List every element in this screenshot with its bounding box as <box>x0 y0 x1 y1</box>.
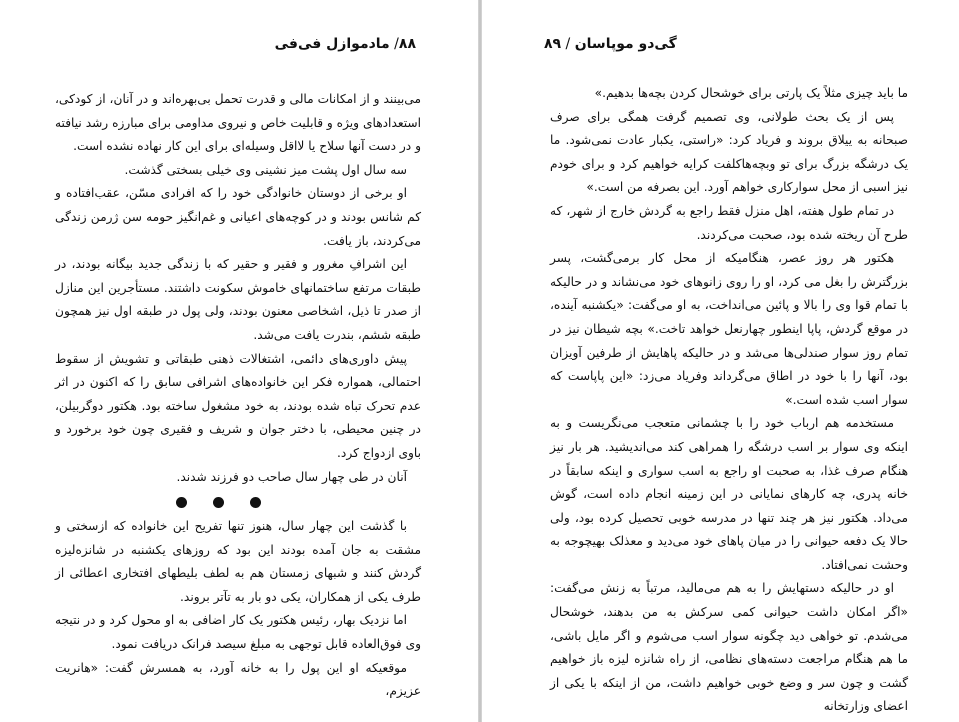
left-page-number: ۸۸ <box>398 36 416 52</box>
right-page-number: ۸۹ <box>544 36 562 52</box>
paragraph: پیش داوری‌های دائمی، اشتغالات ذهنی طبقاتی و تشویش از سقوط احتمالی، همواره فکر این خانواده‌های اشرافی سابق را که اکنون در اثر عدم تحرک تباه شده بودند، به خود مشغول ساخته بود. هکتور دوگربیلن، در چنین محیطی، با دختر جوان و شریف و فقیری چون خود برخورد و باوی ازدواج کرد. <box>55 351 421 460</box>
left-running-title: مادموازل فی‌فی <box>274 36 390 52</box>
paragraph: او در حالیکه دستهایش را به هم می‌مالید، مرتباً به زنش می‌گفت: «اگر امکان داشت حیوانی کمی سرکش به من بدهند، خوشحال می‌شدم. تو خواهی دید چگونه سوار اسب می‌شوم و اگر مایل باشی، ما هم هنگام مراجعت دسته‌های نظامی، از راه شانزه لیزه باز خواهیم گشت و چون سر و وضع خوبی خواهیم داشت، من از اینکه با یکی از اعضای وزارتخانه <box>550 581 908 714</box>
section-break-dots <box>55 489 381 515</box>
paragraph: مستخدمه هم ارباب خود را با چشمانی متعجب می‌نگریست و به اینکه وی سوار بر اسب درشگه را همراهی کند می‌اندیشید. هر بار نیز هنگام صرف غذا، به صحبت او راجع به اسب سواری و اینکه سابقاً در خانه پدری، چه کارهای نمایانی در این زمینه انجام داده است، گوش می‌داد. هکتور نیز هر چند تنها در مدرسه خوبی تحصیل کرده بود، ولی حالا یک دفعه حیوانی را در میان پاهای خود می‌دید و معذلک بهیچوجه به وحشت نمی‌افتاد. <box>550 416 908 572</box>
paragraph: این اشرافِ مغرور و فقیر و حقیر که با زندگی جدید بیگانه بودند، در طبقات مرتفع ساختمانهای خاموش سکونت داشتند. مستأجرین این منازل از صدر تا ذیل، اشخاصی معنون بودند، ولی پول در طبقه اول نیز همچون طبقه ششم، بندرت یافت می‌شد. <box>55 257 421 342</box>
paragraph: هکتور هر روز عصر، هنگامیکه از محل کار برمی‌گشت، پسر بزرگترش را بغل می کرد، او را روی زانوهای خود می‌نشاند و در حالیکه با تمام قوا وی را بالا و پائین می‌انداخت، به او می‌گفت: «یکشنبه آینده، در موقع گردش، پاپا اینطور چهارنعل خواهد تاخت.» بچه شیطان نیز در تمام روز سوار صندلی‌ها می‌شد و در حالیکه پاهایش از طرفین آویزان بود، آنها را با خود در اطاق می‌گرداند وفریاد می‌زد: «این پاپاست که سوار اسب شده است.» <box>550 251 908 407</box>
right-page <box>482 0 959 722</box>
paragraph: با گذشت این چهار سال، هنوز تنها تفریح این خانواده که ازسختی و مشقت به جان آمده بودند این بود که روزهای یکشنبه در شانزه‌لیزه گردش کنند و شبهای زمستان هم به لطف بلیطهای افتخاری اعطائی از طرف یکی از همکاران، یکی دو بار به تآتر بروند. <box>55 519 421 604</box>
paragraph: می‌بینند و از امکانات مالی و قدرت تحمل بی‌بهره‌اند و در آنان، از کودکی، استعدادهای ویژه و قابلیت خاص و نیروی مداومی برای مبارزه رشد نیافته و در دست آنها سلاح یا لااقل وسیله‌ای برای این کار نهاده نشده است. <box>55 92 421 154</box>
paragraph: در تمام طول هفته، اهل منزل فقط راجع به گردش خارج از شهر، که طرح آن ریخته شده بود، صحبت می‌کردند. <box>550 203 908 242</box>
left-page <box>0 0 478 722</box>
section-break-dot <box>250 497 261 508</box>
right-running-title: گی‌دو موپاسان <box>574 36 677 52</box>
section-break-dot <box>213 497 224 508</box>
right-page-header: گی‌دو موپاسان / ۸۹ <box>544 36 677 52</box>
paragraph: او برخی از دوستان خانوادگی خود را که افرادی مسّن، عقب‌افتاده و کم شانس بودند و در کوچه‌های اعیانی و غم‌انگیز حومه سن ژرمن زندگی می‌کردند، باز یافت. <box>55 186 421 248</box>
right-page-body <box>550 82 908 719</box>
section-break-dot <box>176 497 187 508</box>
paragraph: موقعیکه او این پول را به خانه آورد، به همسرش گفت: «هانریت عزیزم، <box>55 660 421 699</box>
paragraph: سه سال اول پشت میز نشینی وی خیلی بسختی گذشت. <box>124 162 407 177</box>
left-page-body <box>55 88 421 704</box>
paragraph: ما باید چیزی مثلاً یک پارتی برای خوشحال کردن بچه‌ها بدهیم.» <box>594 86 908 100</box>
paragraph: پس از یک بحث طولانی، وی تصمیم گرفت همگی برای صرف صبحانه به ییلاق بروند و فریاد کرد: «راستی، یکبار عادت نمی‌شود. ما یک درشگه بزرگ برای تو وبچه‌هاکلفت کرایه خواهیم کرد و برای خودم نیز اسبی از محل سوارکاری خواهم آورد. این بصرفه من است.» <box>550 109 908 195</box>
paragraph: اما نزدیک بهار، رئیس هکتور یک کار اضافی به او محول کرد و در نتیجه وی فوق‌العاده قابل توجهی به مبلغ سیصد فرانک دریافت نمود. <box>55 613 421 652</box>
left-page-header: ۸۸/ مادموازل فی‌فی <box>274 36 416 52</box>
paragraph: آنان در طی چهار سال صاحب دو فرزند شدند. <box>176 469 407 484</box>
